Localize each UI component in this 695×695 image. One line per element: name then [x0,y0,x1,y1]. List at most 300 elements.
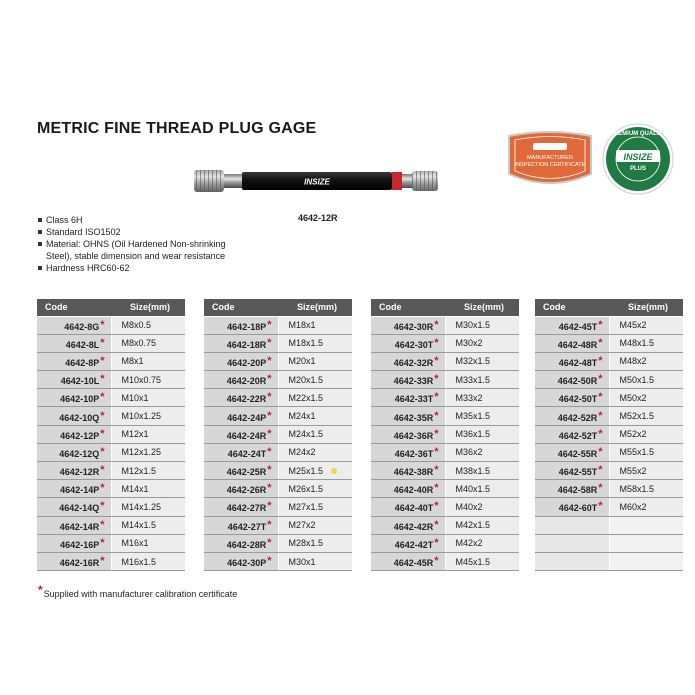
table-row [37,498,185,516]
size-cell [609,462,683,480]
size-text: M30x2 [455,338,483,349]
table-row [37,443,185,461]
code-text: 4642-58R [557,485,598,496]
size-text: M12x1.5 [121,465,157,476]
size-cell [445,334,519,352]
size-text: M12x1.25 [121,447,162,458]
table-row [535,534,683,552]
size-text: M50x2 [619,392,647,403]
size-text: M20x1 [288,356,316,367]
code-cell [204,516,278,534]
table-row [535,371,683,389]
table-row [37,407,185,425]
asterisk-icon: * [598,427,603,440]
table-row [371,443,519,461]
size-cell [111,407,185,425]
size-cell [278,462,352,480]
code-text: 4642-42T [394,539,434,550]
size-text: M16x1.5 [121,556,157,567]
asterisk-icon: * [598,354,603,367]
code-text: 4642-28R [226,539,267,550]
size-text: M32x1.5 [455,356,491,367]
size-cell [278,316,352,334]
code-cell [371,462,445,480]
plug-gage-image [192,166,442,196]
code-text: 4642-25R [226,467,267,478]
code-cell [204,443,278,461]
code-text: 4642-12Q [59,448,100,459]
size-cell [445,407,519,425]
size-text: M35x1.5 [455,411,491,422]
size-text: M18x1.5 [288,338,324,349]
code-cell [37,480,111,498]
code-cell [535,443,609,461]
size-cell [609,352,683,370]
code-cell [535,389,609,407]
code-text: 4642-36T [394,448,434,459]
size-cell [278,498,352,516]
asterisk-icon: * [100,336,105,349]
code-text: 4642-14P [60,485,100,496]
size-cell [278,389,352,407]
table-row [37,552,185,570]
table-row [204,352,352,370]
size-cell [609,480,683,498]
asterisk-icon: * [434,354,439,367]
table-row [371,371,519,389]
size-cell [609,371,683,389]
asterisk-icon: * [434,500,439,513]
asterisk-icon: * [267,464,272,477]
code-text: 4642-14R [59,521,100,532]
asterisk-icon: * [434,536,439,549]
size-cell [609,498,683,516]
table-row [204,425,352,443]
code-text: 4642-60T [558,503,598,514]
size-cell [445,480,519,498]
column-header-code: Code [204,299,278,316]
code-cell [371,498,445,516]
code-cell [37,352,111,370]
code-text: 4642-18R [226,339,267,350]
size-text: M10x0.75 [121,374,162,385]
asterisk-icon: * [434,427,439,440]
table-row [204,443,352,461]
code-cell [37,552,111,570]
code-text: 4642-38R [393,467,434,478]
table-row [37,316,185,334]
table-row [371,352,519,370]
code-cell [371,534,445,552]
asterisk-icon: * [100,354,105,367]
table-row [204,498,352,516]
asterisk-icon: * [434,318,439,331]
size-cell [278,334,352,352]
column-header-code: Code [371,299,445,316]
code-cell [37,407,111,425]
size-cell [445,425,519,443]
size-cell [609,552,683,570]
column-header-size: Size(mm) [111,299,185,316]
size-text: M30x1.5 [455,320,491,331]
table-row [37,334,185,352]
code-cell [371,516,445,534]
size-cell [111,534,185,552]
code-cell [371,480,445,498]
table-row [371,407,519,425]
code-cell [204,407,278,425]
size-text: M33x2 [455,392,483,403]
size-table-3 [371,299,519,571]
code-cell [371,389,445,407]
size-text: M10x1.25 [121,411,162,422]
size-text: M25x1.5 [288,465,324,476]
size-cell [445,389,519,407]
spec-item: Material: OHNS (Oil Hardened Non-shrinking [37,238,267,250]
code-cell [371,371,445,389]
size-text: M36x2 [455,447,483,458]
spec-item: Hardness HRC60-62 [37,262,267,274]
code-cell [204,334,278,352]
code-text: 4642-52T [558,430,598,441]
code-cell [371,407,445,425]
badge-quality-top: PREMIUM QUALITY [609,131,667,137]
size-text: M48x2 [619,356,647,367]
page-title: METRIC FINE THREAD PLUG GAGE [37,120,317,137]
size-text: M55x1.5 [619,447,655,458]
table-row [535,498,683,516]
size-text: M20x1.5 [288,374,324,385]
certificate-line-1: MANUFACTURER [527,155,573,161]
code-text: 4642-32R [393,357,434,368]
gage-brand-text: INSIZE [304,177,330,187]
code-cell [535,480,609,498]
size-table-4 [535,299,683,571]
size-cell [609,316,683,334]
code-cell [204,371,278,389]
code-text: 4642-36R [393,430,434,441]
size-text: M24x1.5 [288,429,324,440]
code-cell [535,552,609,570]
asterisk-icon: * [434,555,439,568]
size-text: M45x2 [619,320,647,331]
table-row [204,316,352,334]
code-text: 4642-12R [59,467,100,478]
size-cell [609,534,683,552]
code-cell [204,352,278,370]
asterisk-icon: * [100,318,105,331]
code-text: 4642-12P [60,430,100,441]
code-cell [37,334,111,352]
code-text: 4642-20P [227,357,267,368]
size-cell [111,516,185,534]
code-cell [535,462,609,480]
code-cell [371,552,445,570]
certificate-line-2: INSPECTION CERTIFICATE [514,162,586,168]
asterisk-icon: * [267,500,272,513]
asterisk-icon: * [434,482,439,495]
code-text: 4642-27T [227,521,267,532]
table-row [535,425,683,443]
table-row [535,389,683,407]
code-text: 4642-40T [394,503,434,514]
asterisk-icon: * [434,445,439,458]
size-text: M28x1.5 [288,538,324,549]
size-text: M8x0.5 [121,320,152,331]
code-text: 4642-10Q [59,412,100,423]
size-cell [445,516,519,534]
badge-quality-sub: PLUS [629,166,646,172]
size-text: M14x1.25 [121,501,162,512]
size-cell [445,316,519,334]
table-row [204,389,352,407]
size-text: M18x1 [288,320,316,331]
size-cell [111,443,185,461]
asterisk-icon: * [598,391,603,404]
asterisk-icon: * [598,445,603,458]
code-cell [37,534,111,552]
code-text: 4642-42R [393,521,434,532]
asterisk-icon: * [598,318,603,331]
code-text: 4642-45T [558,321,598,332]
asterisk-icon: * [598,482,603,495]
size-table-1 [37,299,185,571]
asterisk-icon: * [267,373,272,386]
code-text: 4642-40R [393,485,434,496]
code-cell [535,316,609,334]
size-text: M10x1 [121,392,149,403]
table-row [37,462,185,480]
table-row [535,352,683,370]
table-row [37,352,185,370]
footnote [37,583,237,599]
table-row [371,389,519,407]
table-row [204,480,352,498]
size-text: M42x1.5 [455,520,491,531]
asterisk-icon: * [267,427,272,440]
size-text: M30x1 [288,556,316,567]
size-cell [609,425,683,443]
table-row [204,407,352,425]
code-cell [37,316,111,334]
asterisk-icon: * [267,336,272,349]
size-cell [278,534,352,552]
asterisk-icon: * [100,500,105,513]
size-cell [111,480,185,498]
certificate-badge-text [505,155,595,169]
asterisk-icon: * [267,555,272,568]
code-cell [37,389,111,407]
asterisk-icon: * [100,464,105,477]
code-cell [535,498,609,516]
size-text: M58x1.5 [619,483,655,494]
badge-quality-brand: INSIZE [623,152,653,162]
table-row [371,316,519,334]
code-text: 4642-30P [227,558,267,569]
code-cell [535,425,609,443]
code-cell [204,425,278,443]
code-text: 4642-55T [558,467,598,478]
code-text: 4642-24P [227,412,267,423]
asterisk-icon: * [267,409,272,422]
code-text: 4642-8P [65,357,100,368]
code-text: 4642-52R [557,412,598,423]
size-cell [278,425,352,443]
size-text: M45x1.5 [455,556,491,567]
asterisk-icon: * [100,555,105,568]
table-row [535,316,683,334]
size-text: M60x2 [619,501,647,512]
table-row [371,534,519,552]
size-text: M24x1 [288,411,316,422]
asterisk-icon: * [434,409,439,422]
code-text: 4642-10P [60,394,100,405]
table-row [204,516,352,534]
table-row [371,516,519,534]
size-cell [445,462,519,480]
code-text: 4642-48T [558,357,598,368]
size-cell [111,334,185,352]
size-cell [111,552,185,570]
code-text: 4642-30R [393,321,434,332]
asterisk-icon: * [38,583,43,597]
code-cell [37,425,111,443]
asterisk-icon: * [598,373,603,386]
code-text: 4642-33T [394,394,434,405]
size-cell [609,407,683,425]
size-cell [278,480,352,498]
size-text: M48x1.5 [619,338,655,349]
asterisk-icon: * [100,445,105,458]
table-row [535,552,683,570]
size-text: M50x1.5 [619,374,655,385]
asterisk-icon: * [100,482,105,495]
code-text: 4642-16R [59,558,100,569]
size-cell [111,352,185,370]
size-cell [278,407,352,425]
table-row [204,534,352,552]
column-header-code: Code [535,299,609,316]
size-text: M27x1.5 [288,501,324,512]
code-cell [37,371,111,389]
asterisk-icon: * [434,391,439,404]
size-text: M55x2 [619,465,647,476]
size-text: M14x1.5 [121,520,157,531]
size-cell [445,371,519,389]
code-text: 4642-24R [226,430,267,441]
size-text: M16x1 [121,538,149,549]
code-cell [204,389,278,407]
size-table-2 [204,299,352,571]
code-text: 4642-50T [558,394,598,405]
code-text: 4642-14Q [59,503,100,514]
table-row [535,462,683,480]
highlight-dot-icon [331,468,337,474]
size-text: M27x2 [288,520,316,531]
size-text: M8x1 [121,356,144,367]
code-text: 4642-26R [226,485,267,496]
table-row [535,334,683,352]
asterisk-icon: * [267,318,272,331]
code-cell [37,462,111,480]
asterisk-icon: * [267,445,272,458]
code-text: 4642-8G [64,321,100,332]
spec-item-continued: Steel), stable dimension and wear resistance [46,251,226,261]
table-row [37,389,185,407]
code-text: 4642-18P [227,321,267,332]
size-cell [609,334,683,352]
gage-caption: 4642-12R [298,213,338,223]
code-text: 4642-22R [226,394,267,405]
asterisk-icon: * [100,409,105,422]
size-cell [111,498,185,516]
table-row [37,480,185,498]
size-text: M26x1.5 [288,483,324,494]
table-row [37,425,185,443]
code-text: 4642-35R [393,412,434,423]
code-cell [535,407,609,425]
code-cell [37,516,111,534]
code-text: 4642-20R [226,376,267,387]
size-text: M38x1.5 [455,465,491,476]
asterisk-icon: * [598,464,603,477]
table-row [204,462,352,480]
asterisk-icon: * [434,518,439,531]
table-row [535,407,683,425]
code-cell [204,480,278,498]
code-text: 4642-55R [557,448,598,459]
table-row [204,334,352,352]
asterisk-icon: * [598,336,603,349]
size-cell [278,371,352,389]
column-header-size: Size(mm) [609,299,683,316]
asterisk-icon: * [267,482,272,495]
spec-list [37,214,267,274]
code-cell [371,443,445,461]
size-text: M42x2 [455,538,483,549]
size-cell [445,552,519,570]
asterisk-icon: * [267,518,272,531]
code-cell [535,371,609,389]
size-text: M14x1 [121,483,149,494]
asterisk-icon: * [100,373,105,386]
size-cell [445,498,519,516]
size-cell [111,316,185,334]
table-row [204,552,352,570]
code-cell [204,552,278,570]
table-row [535,516,683,534]
code-cell [37,443,111,461]
asterisk-icon: * [434,373,439,386]
size-text: M52x2 [619,429,647,440]
size-cell [111,425,185,443]
size-cell [445,443,519,461]
asterisk-icon: * [598,500,603,513]
footnote-text: Supplied with manufacturer calibration certificate [43,589,238,599]
code-cell [204,316,278,334]
size-cell [609,443,683,461]
asterisk-icon: * [434,464,439,477]
spec-item: Class 6H [37,214,267,226]
code-text: 4642-50R [557,376,598,387]
code-text: 4642-24T [227,448,267,459]
size-text: M40x1.5 [455,483,491,494]
size-cell [445,534,519,552]
code-cell [204,462,278,480]
table-row [371,498,519,516]
table-row [371,480,519,498]
size-cell [278,516,352,534]
